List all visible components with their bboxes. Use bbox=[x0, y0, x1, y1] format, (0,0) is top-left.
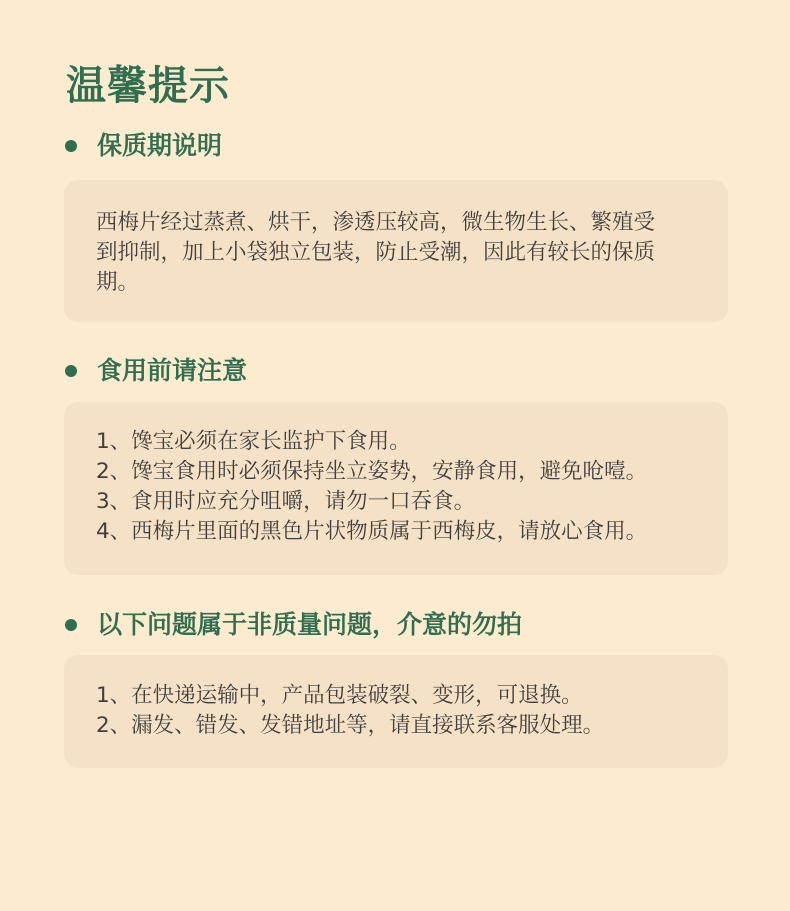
bullet-dot-icon bbox=[65, 619, 77, 631]
section-shelf-life bbox=[64, 126, 728, 295]
bullet-dot-icon bbox=[65, 365, 77, 377]
text-line: 2、漏发、错发、发错地址等，请直接联系客服处理。 bbox=[96, 713, 605, 738]
section-header bbox=[64, 605, 728, 645]
section-header bbox=[64, 126, 728, 166]
text-line: 期。 bbox=[96, 270, 140, 295]
text-line: 2、馋宝食用时必须保持坐立姿势，安静食用，避免呛噎。 bbox=[96, 459, 648, 484]
text-line: 1、馋宝必须在家长监护下食用。 bbox=[96, 429, 411, 454]
section-title: 食用前请注意 bbox=[97, 356, 248, 385]
text-line: 西梅片经过蒸煮、烘干，渗透压较高，微生物生长、繁殖受 bbox=[96, 210, 656, 235]
section-title: 保质期说明 bbox=[97, 131, 223, 160]
info-box bbox=[64, 402, 728, 575]
page-title: 温馨提示 bbox=[66, 63, 230, 109]
section-title: 以下问题属于非质量问题，介意的勿拍 bbox=[97, 610, 523, 639]
info-box bbox=[64, 655, 728, 768]
info-box bbox=[64, 180, 728, 322]
text-line: 1、在快递运输中，产品包装破裂、变形，可退换。 bbox=[96, 683, 583, 708]
section-before-eating bbox=[64, 351, 728, 544]
section-non-quality-issues bbox=[64, 605, 728, 738]
bullet-dot-icon bbox=[65, 140, 77, 152]
text-line: 4、西梅片里面的黑色片状物质属于西梅皮，请放心食用。 bbox=[96, 519, 648, 544]
text-line: 到抑制，加上小袋独立包装，防止受潮，因此有较长的保质 bbox=[96, 240, 656, 265]
section-header bbox=[64, 351, 728, 391]
text-line: 3、食用时应充分咀嚼，请勿一口吞食。 bbox=[96, 489, 476, 514]
